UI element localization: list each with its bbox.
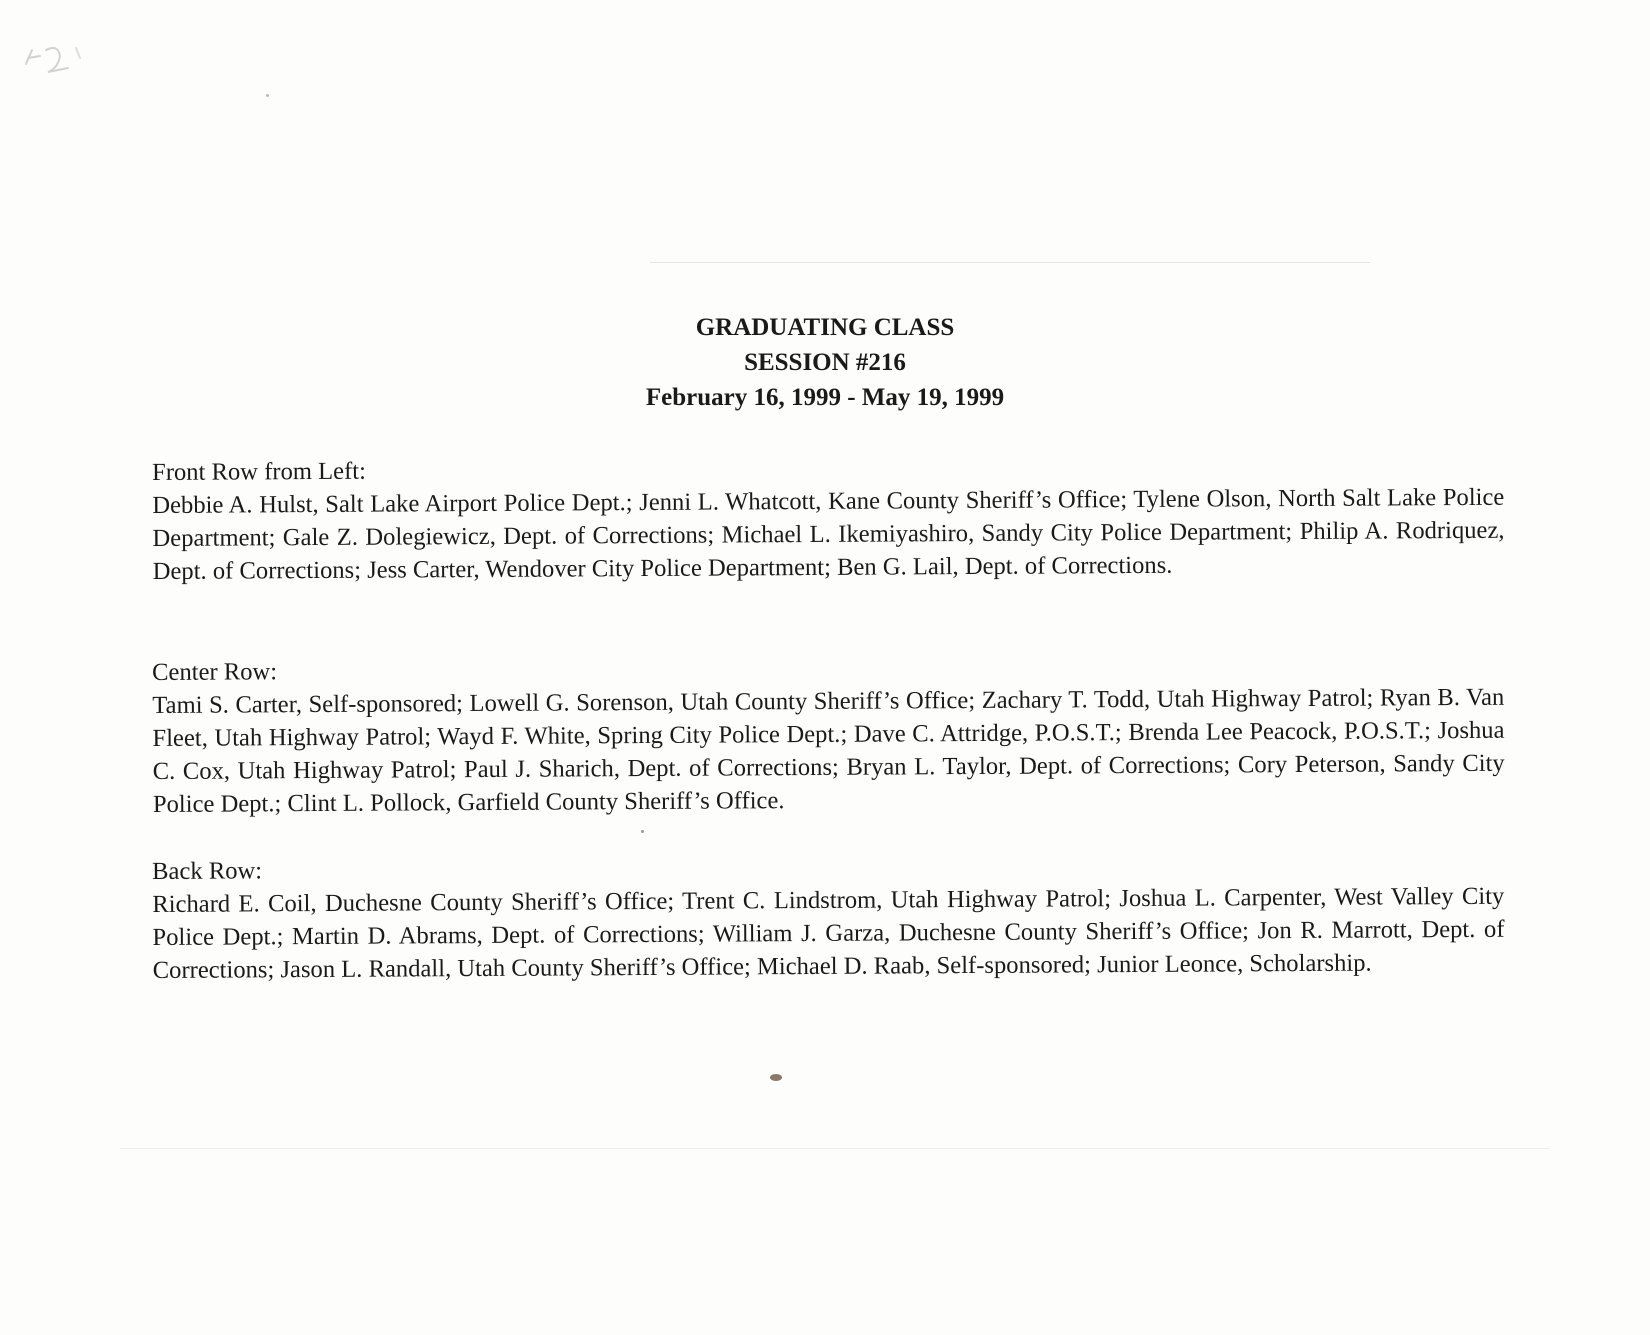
- back-row-heading: Back Row:: [152, 857, 263, 885]
- session-number: SESSION #216: [744, 349, 906, 376]
- center-row-names: Tami S. Carter, Self-sponsored; Lowell G. Sorenson, Utah County Sheriff’s Office; Zachary T. Todd, Utah Highway Patrol; Ryan B. Van Fleet, Utah Highway Patrol; Wayd F. White, Spring City Police Dept.; Dave C. Attridge, P.O.S.T.; Brenda Lee Peacock, P.O.S.T.; Joshua C. Cox, Utah Highway Patrol; Paul J. Sharich, Dept. of Corrections; Bryan L. Taylor, Dept. of Corrections; Cory Peterson, Sandy City Police Dept.; Clint L. Pollock, Garfield County Sheriff’s Office.: [152, 683, 1505, 818]
- front-row-heading: Front Row from Left:: [152, 457, 366, 486]
- front-row-section: [152, 448, 1505, 588]
- center-row-heading: Center Row:: [152, 658, 278, 686]
- scan-artifact-line: [120, 1148, 1550, 1149]
- scan-artifact-speck: [770, 1074, 782, 1081]
- back-row-names: Richard E. Coil, Duchesne County Sheriff’s Office; Trent C. Lindstrom, Utah Highway Patrol; Joshua L. Carpenter, West Valley City Police Dept.; Martin D. Abrams, Dept. of Corrections; William J. Garza, Duchesne County Sheriff’s Office; Jon R. Marrott, Dept. of Corrections; Jason L. Randall, Utah County Sheriff’s Office; Michael D. Raab, Self-sponsored; Junior Leonce, Scholarship.: [152, 882, 1505, 984]
- scan-artifact-speck: [641, 830, 644, 833]
- document-title: GRADUATING CLASS: [695, 314, 955, 341]
- scan-artifact-speck: [266, 94, 269, 97]
- scan-artifact-line: [650, 262, 1370, 263]
- front-row-names: Debbie A. Hulst, Salt Lake Airport Police Dept.; Jenni L. Whatcott, Kane County Sheriff’s Office; Tylene Olson, North Salt Lake Police Department; Gale Z. Dolegiewicz, Dept. of Corrections; Michael L. Ikemiyashiro, Sandy City Police Department; Philip A. Rodriquez, Dept. of Corrections; Jess Carter, Wendover City Police Department; Ben G. Lail, Dept. of Corrections.: [152, 483, 1505, 585]
- document-header: [0, 310, 1650, 415]
- center-row-section: [152, 648, 1505, 821]
- session-dates: February 16, 1999 - May 19, 1999: [645, 384, 1005, 411]
- pencil-mark-icon: [18, 42, 108, 102]
- back-row-section: [152, 847, 1505, 987]
